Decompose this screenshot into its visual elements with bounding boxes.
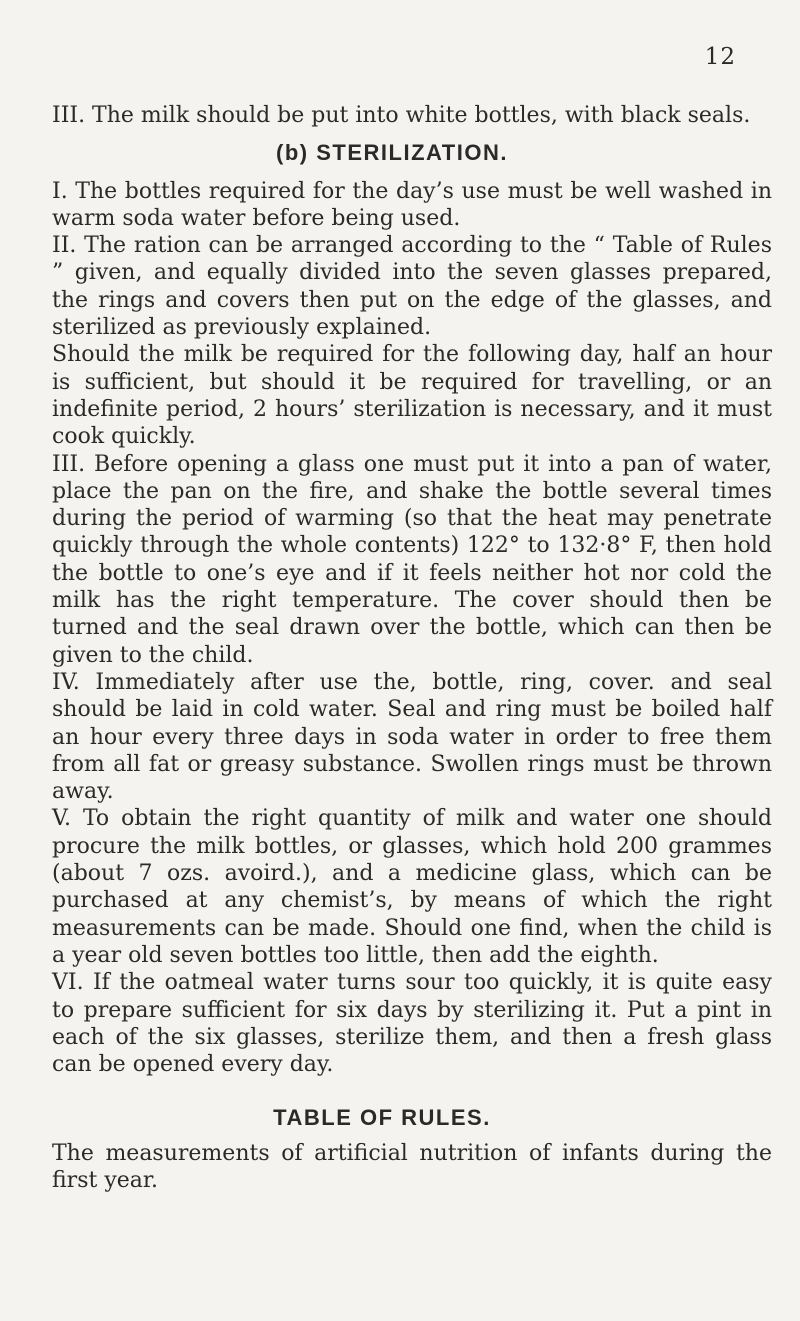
paragraph-v: V. To obtain the right quantity of milk and water one should procure the milk bottles, or glasses, which hold 200 grammes (about 7 ozs. avoird.), and a medicine glass, which can be purchased at any chemist’s, by means of which the right measurements can be made. Should one find, when the child is a year old seven bottles too little, then add the eighth. xyxy=(52,806,772,968)
paragraph-table-intro: The measurements of artificial nutrition of infants during the first year. xyxy=(52,1140,772,1193)
page-number: 12 xyxy=(704,44,736,70)
paragraph-iii: III. Before opening a glass one must put it into a pan of water, place the pan on the fire, and shake the bottle several times during the period of warming (so that the heat may penetrate quickly through the whole contents) 122° to 132·8° F, then hold the bottle to one’s eye and if it feels neither hot nor cold the milk has the right temperature. The cover should then be turned and the seal drawn over the bottle, which can then be given to the child. xyxy=(52,451,772,668)
heading-sterilization: (b) STERILIZATION. xyxy=(276,140,508,166)
paragraph-i: I. The bottles required for the day’s use must be well washed in warm soda water before being used. xyxy=(52,178,772,231)
paragraph-iv: IV. Immediately after use the, bottle, ring, cover. and seal should be laid in cold water. Seal and ring must be boiled half an hour every three days in soda water in order to free them from all fat or greasy substance. Swollen rings must be thrown away. xyxy=(52,669,772,805)
paragraph-vi: VI. If the oatmeal water turns sour too quickly, it is quite easy to prepare sufficient for six days by sterilizing it. Put a pint in each of the six glasses, sterilize them, and then a fresh glass can be opened every day. xyxy=(52,970,772,1078)
paragraph-should: Should the milk be required for the following day, half an hour is sufficient, but should it be required for travelling, or an indefinite period, 2 hours’ sterilization is necessary, and it must cook quickly. xyxy=(52,342,772,450)
paragraph-ii: II. The ration can be arranged according to the “ Table of Rules ” given, and equally divided into the seven glasses prepared, the rings and covers then put on the edge of the glasses, and sterilized as previously explained. xyxy=(52,233,772,341)
body-text xyxy=(52,102,772,1194)
paragraph-iii-bottles: III. The milk should be put into white bottles, with black seals. xyxy=(52,103,751,128)
book-page xyxy=(52,0,772,1321)
heading-table-of-rules: TABLE OF RULES. xyxy=(273,1105,491,1131)
